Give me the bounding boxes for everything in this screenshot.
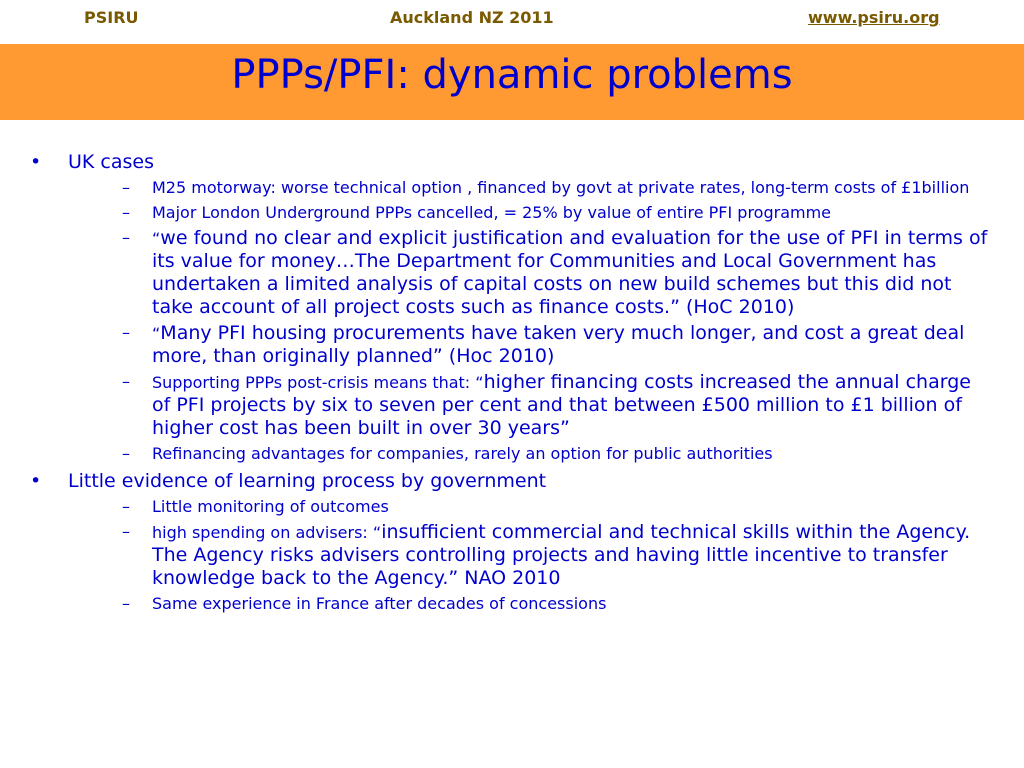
sub-bullet-text: Refinancing advantages for companies, rarely an option for public authorities [152,444,773,463]
sub-bullet-lead-text: “ [152,229,161,248]
dash-marker: – [122,372,130,391]
bullet-marker: • [30,151,42,173]
bullet-list [30,150,990,615]
bullet-text: UK cases [68,151,154,173]
sub-bullet-item [68,227,990,319]
dash-marker: – [122,178,130,197]
dash-marker: – [122,522,130,541]
sub-bullet-quote-text: Many PFI housing procurements have taken very much longer, and cost a great deal more, than originally planned” (Hoc 2010) [152,322,965,367]
sub-bullet-lead-text: high spending on advisers: “ [152,523,382,542]
dash-marker: – [122,323,130,342]
sub-bullet-lead-text: Supporting PPPs post-crisis means that: “ [152,373,484,392]
sub-bullet-quote-text: insufficient commercial and technical skills within the Agency. The Agency risks advisers controlling projects and having little incentive to transfer knowledge back to the Agency.” NAO 2010 [152,521,971,589]
sub-bullet-list [68,177,990,465]
sub-bullet-quote-text: we found no clear and explicit justification and evaluation for the use of PFI in terms of its value for money…The Department for Communities and Local Government has undertaken a limited analysis of capital costs on new build schemes but this did not take account of all project costs such as finance costs.” (HoC 2010) [152,227,988,318]
dash-marker: – [122,444,130,463]
title-band [0,44,1024,120]
sub-bullet-item [68,443,990,465]
dash-marker: – [122,594,130,613]
sub-bullet-item [68,322,990,368]
bullet-text: Little evidence of learning process by government [68,470,547,492]
sub-bullet-list [68,496,990,615]
sub-bullet-text: Little monitoring of outcomes [152,497,389,516]
sub-bullet-item [68,177,990,199]
slide-header [0,0,1024,44]
header-website-link[interactable]: www.psiru.org [808,8,940,27]
dash-marker: – [122,203,130,222]
sub-bullet-quote-text: higher financing costs increased the annual charge of PFI projects by six to seven per cent and that between £500 million to £1 billion of higher cost has been built in over 30 years” [152,371,971,439]
sub-bullet-text: Major London Underground PPPs cancelled, = 25% by value of entire PFI programme [152,203,832,222]
sub-bullet-lead-text: “ [152,324,161,343]
header-organization: PSIRU [84,8,139,27]
sub-bullet-item [68,593,990,615]
bullet-item [30,469,990,615]
dash-marker: – [122,228,130,247]
sub-bullet-text: Same experience in France after decades of concessions [152,594,607,613]
slide-title: PPPs/PFI: dynamic problems [231,52,793,98]
header-event: Auckland NZ 2011 [390,8,554,27]
sub-bullet-text: M25 motorway: worse technical option , financed by govt at private rates, long-term costs of £1billion [152,178,970,197]
sub-bullet-item [68,521,990,590]
sub-bullet-item [68,371,990,440]
sub-bullet-item [68,496,990,518]
sub-bullet-item [68,202,990,224]
bullet-marker: • [30,470,42,492]
bullet-item [30,150,990,465]
slide-body [30,150,990,619]
dash-marker: – [122,497,130,516]
